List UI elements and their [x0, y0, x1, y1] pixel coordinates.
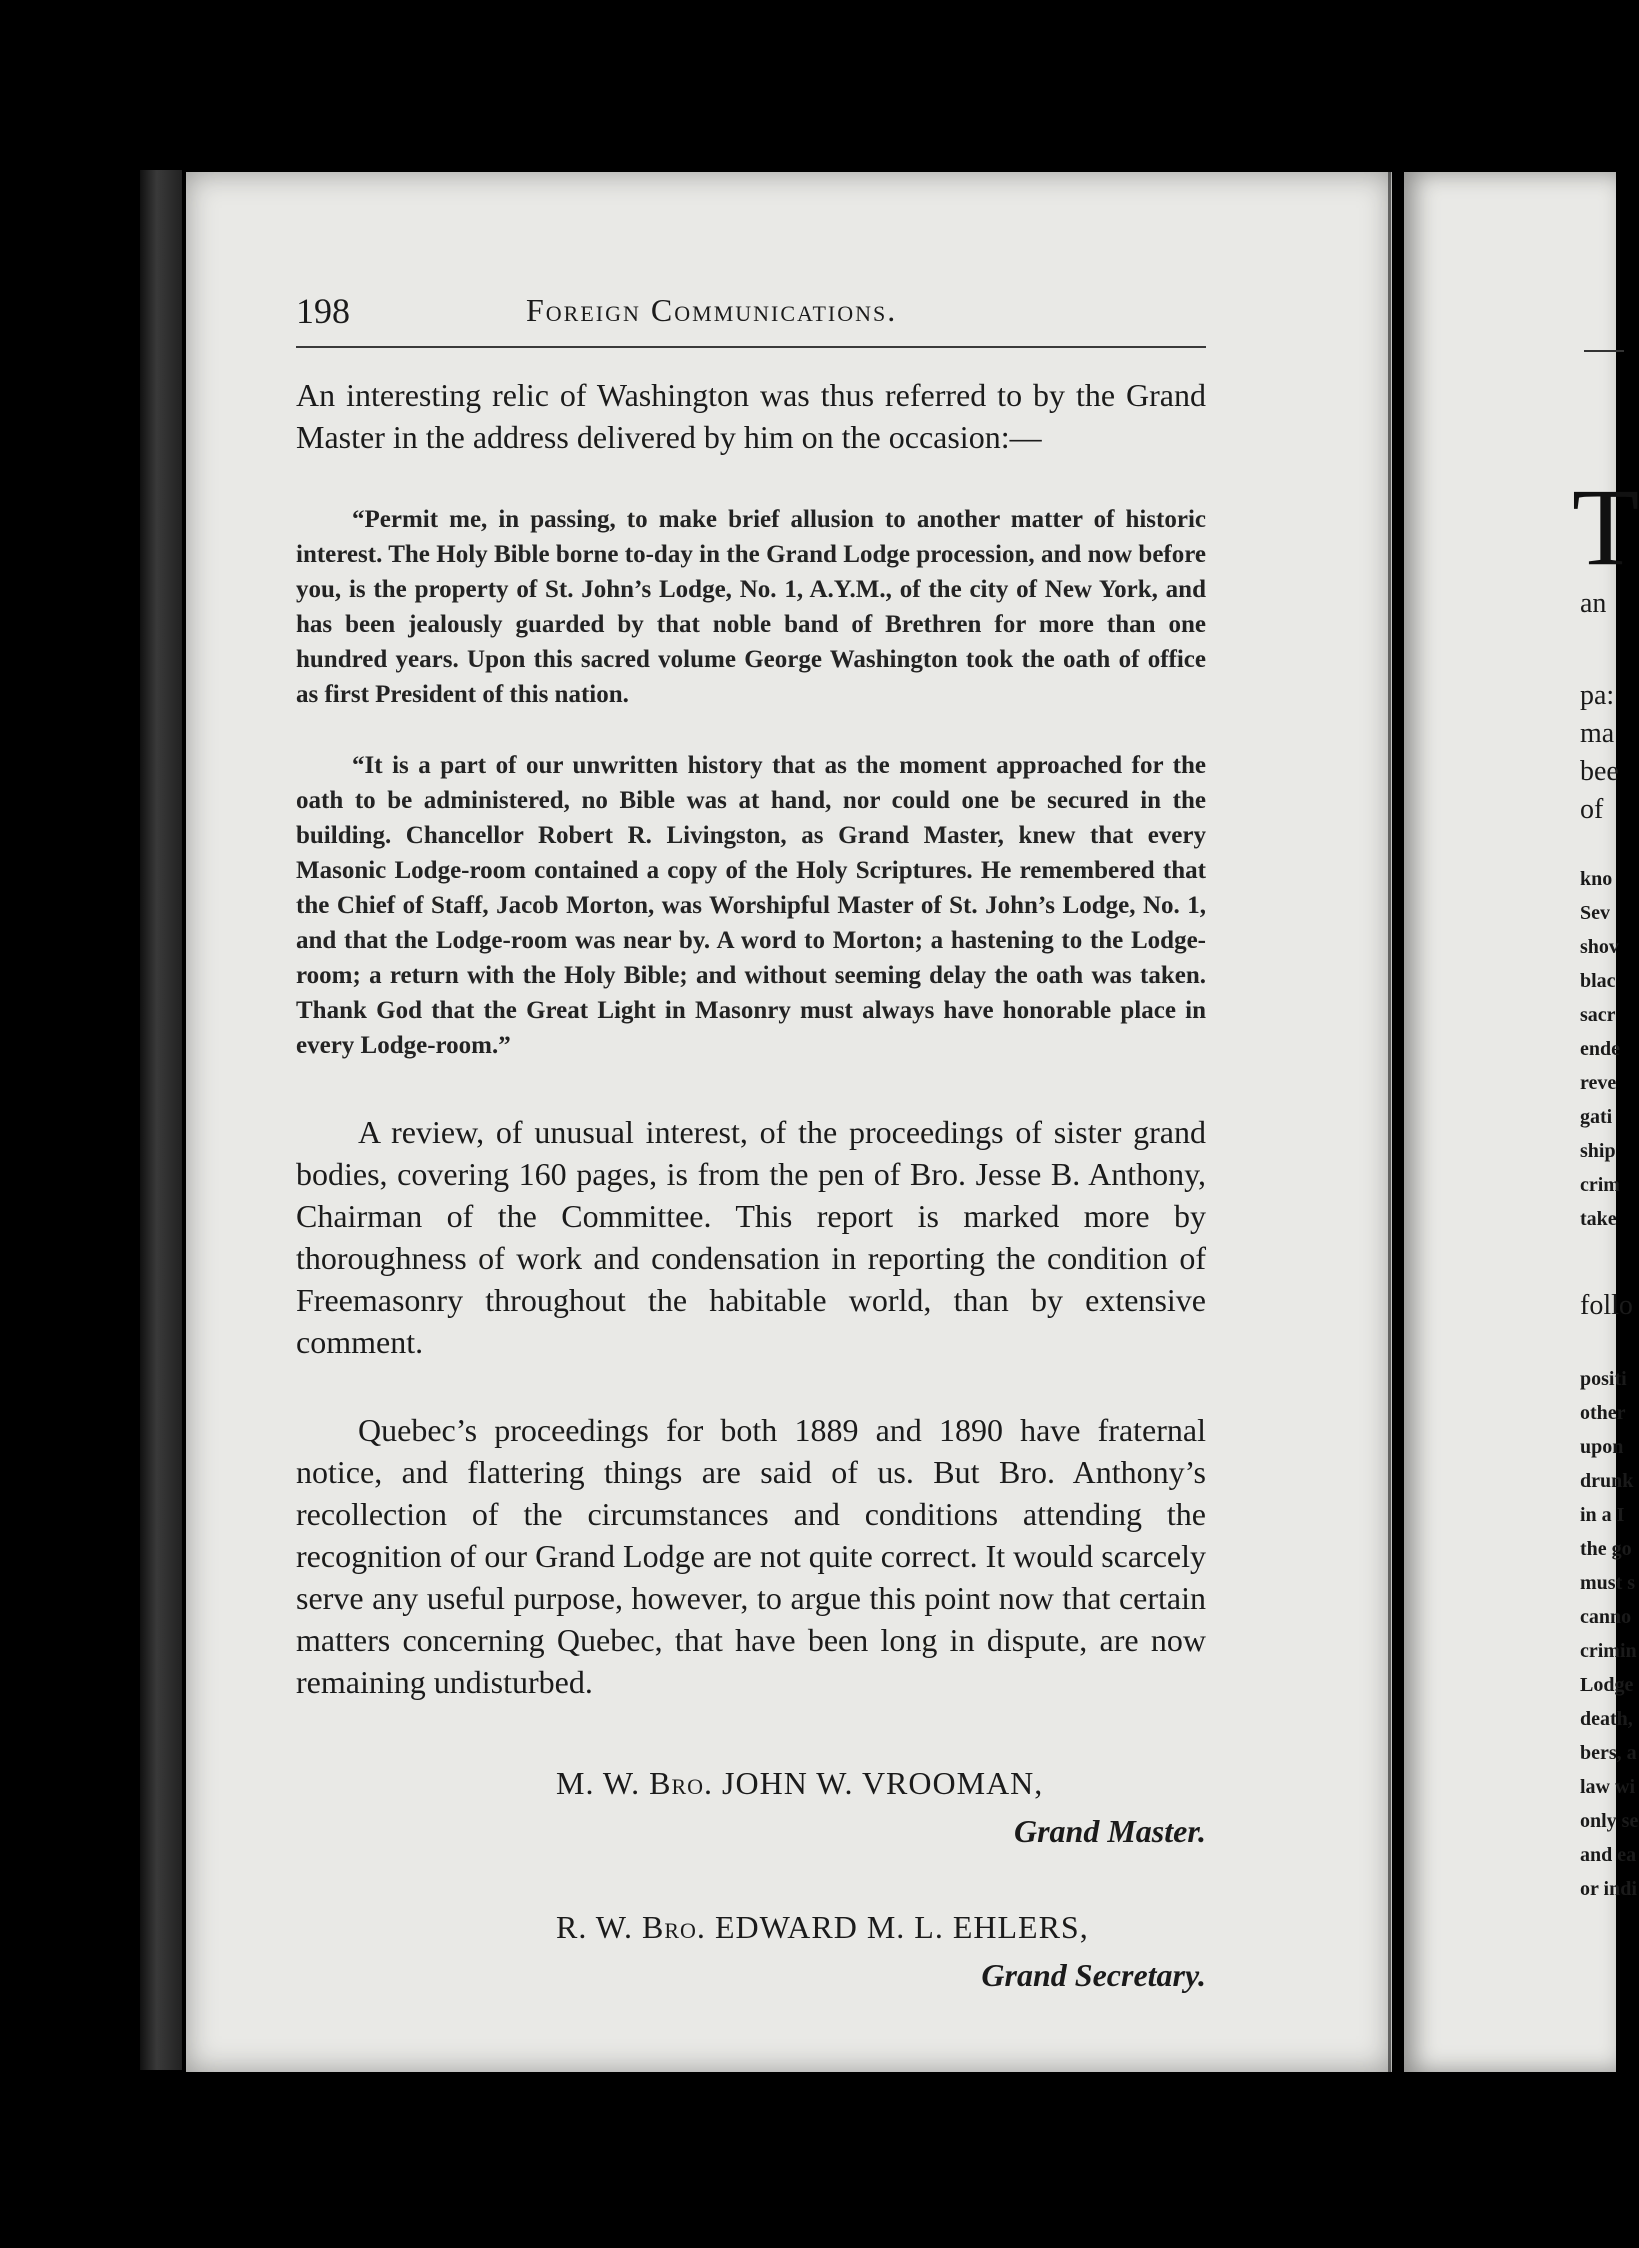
facing-fragment: canno: [1580, 1606, 1632, 1628]
signature-grand-master: [296, 1765, 1206, 1865]
signature-prefix: R. W. Bro.: [556, 1909, 706, 1945]
facing-fragment: kno: [1580, 868, 1613, 890]
facing-fragment: crim: [1580, 1174, 1620, 1196]
facing-fragment: pa:: [1580, 680, 1615, 711]
facing-fragment: ende: [1580, 1038, 1620, 1060]
signature-prefix: M. W. Bro.: [556, 1765, 714, 1801]
page-header: [296, 284, 1206, 348]
facing-fragment: in a I: [1580, 1504, 1625, 1526]
facing-fragment: law wi: [1580, 1776, 1635, 1798]
facing-fragment: positi: [1580, 1368, 1627, 1390]
facing-fragment: sacr: [1580, 1004, 1616, 1026]
page-gutter-shadow: [1388, 172, 1391, 2072]
facing-fragment: upon: [1580, 1436, 1624, 1458]
facing-fragment: drunk: [1580, 1470, 1634, 1492]
facing-fragment: death,: [1580, 1708, 1633, 1730]
facing-fragment: the go: [1580, 1538, 1632, 1560]
facing-fragment: an: [1580, 588, 1607, 619]
facing-fragment: of: [1580, 794, 1604, 825]
facing-fragment: ship: [1580, 1140, 1616, 1162]
facing-fragment: reve: [1580, 1072, 1617, 1094]
running-title: Foreign Communications.: [526, 292, 898, 328]
facing-fragment: blac: [1580, 970, 1616, 992]
quebec-paragraph: Quebec’s proceedings for both 1889 and 1890 have fraternal notice, and flattering things are said of us. But Bro. Anthony’s recollection of the circumstances and conditions attending the recognition of our Grand Lodge are not quite correct. It would scarcely serve any useful purpose, however, to argue this point now that certain matters concerning Quebec, that have been long in dispute, are now remaining undisturbed.: [296, 1412, 1206, 1700]
quote-paragraph-2: “It is a part of our unwritten history that as the moment approached for the oath to be administered, no Bible was at hand, nor could one be secured in the building. Chancellor Robert R. Livingston, as Grand Master, knew that every Masonic Lodge-room contained a copy of the Holy Scriptures. He remembered that the Chief of Staff, Jacob Morton, was Worshipful Master of St. John’s Lodge, No. 1, and that the Lodge-room was near by. A word to Morton; a hastening to the Lodge-room; a return with the Holy Bible; and without seeming delay the oath was taken. Thank God that the Great Light in Masonry must always have honorable place in every Lodge-room.”: [296, 752, 1206, 1059]
facing-fragment: Lodge: [1580, 1674, 1634, 1696]
review-paragraph: A review, of unusual interest, of the proceedings of sister grand bodies, covering 160 pages, is from the pen of Bro. Jesse B. Anthony, Chairman of the Committee. This report is marked more by thoroughness of work and condensation in reporting the condition of Freemasonry throughout the habitable world, than by extensive comment.: [296, 1114, 1206, 1360]
facing-page-dropcap: T: [1572, 466, 1639, 588]
intro-paragraph: An interesting relic of Washington was thus referred to by the Grand Master in the address delivered by him on the occasion:—: [296, 377, 1206, 455]
facing-fragment: and ea: [1580, 1844, 1637, 1866]
signature-name-line: [556, 1909, 1089, 1946]
page-number: 198: [296, 291, 350, 331]
left-page: [186, 172, 1392, 2072]
facing-fragment: follo: [1580, 1290, 1633, 1321]
facing-page: [1404, 172, 1639, 2072]
signature-title: Grand Master.: [1013, 1813, 1206, 1849]
signature-name: EDWARD M. L. EHLERS,: [714, 1909, 1089, 1945]
signature-name: JOHN W. VROOMAN,: [722, 1765, 1044, 1801]
signature-grand-secretary: [296, 1909, 1206, 2009]
facing-fragment: must s: [1580, 1572, 1636, 1594]
quote-paragraph-1: “Permit me, in passing, to make brief allusion to another matter of historic interest. The Holy Bible borne to-day in the Grand Lodge procession, and now before you, is the property of St. John’s Lodge, No. 1, A.Y.M., of the city of New York, and has been jealously guarded by that noble band of Brethren for more than one hundred years. Upon this sacred volume George Washington took the oath of office as first President of this nation.: [296, 506, 1206, 708]
facing-fragment: crimin: [1580, 1640, 1637, 1662]
facing-page-header-rule: [1584, 350, 1624, 352]
facing-fragment: gati: [1580, 1106, 1613, 1128]
facing-fragment: Sev: [1580, 902, 1610, 924]
signature-name-line: [556, 1765, 1043, 1802]
facing-fragment: or indi: [1580, 1878, 1637, 1900]
facing-fragment: ma: [1580, 718, 1615, 749]
facing-fragment: bers, a: [1580, 1742, 1637, 1764]
book-spine: [140, 170, 182, 2070]
facing-fragment: shov: [1580, 936, 1619, 958]
facing-fragment: other: [1580, 1402, 1626, 1424]
facing-fragment: bee: [1580, 756, 1619, 787]
facing-fragment: only se: [1580, 1810, 1639, 1832]
signature-title: Grand Secretary.: [981, 1957, 1206, 1993]
facing-fragment: take: [1580, 1208, 1617, 1230]
page-content: [296, 284, 1206, 2009]
